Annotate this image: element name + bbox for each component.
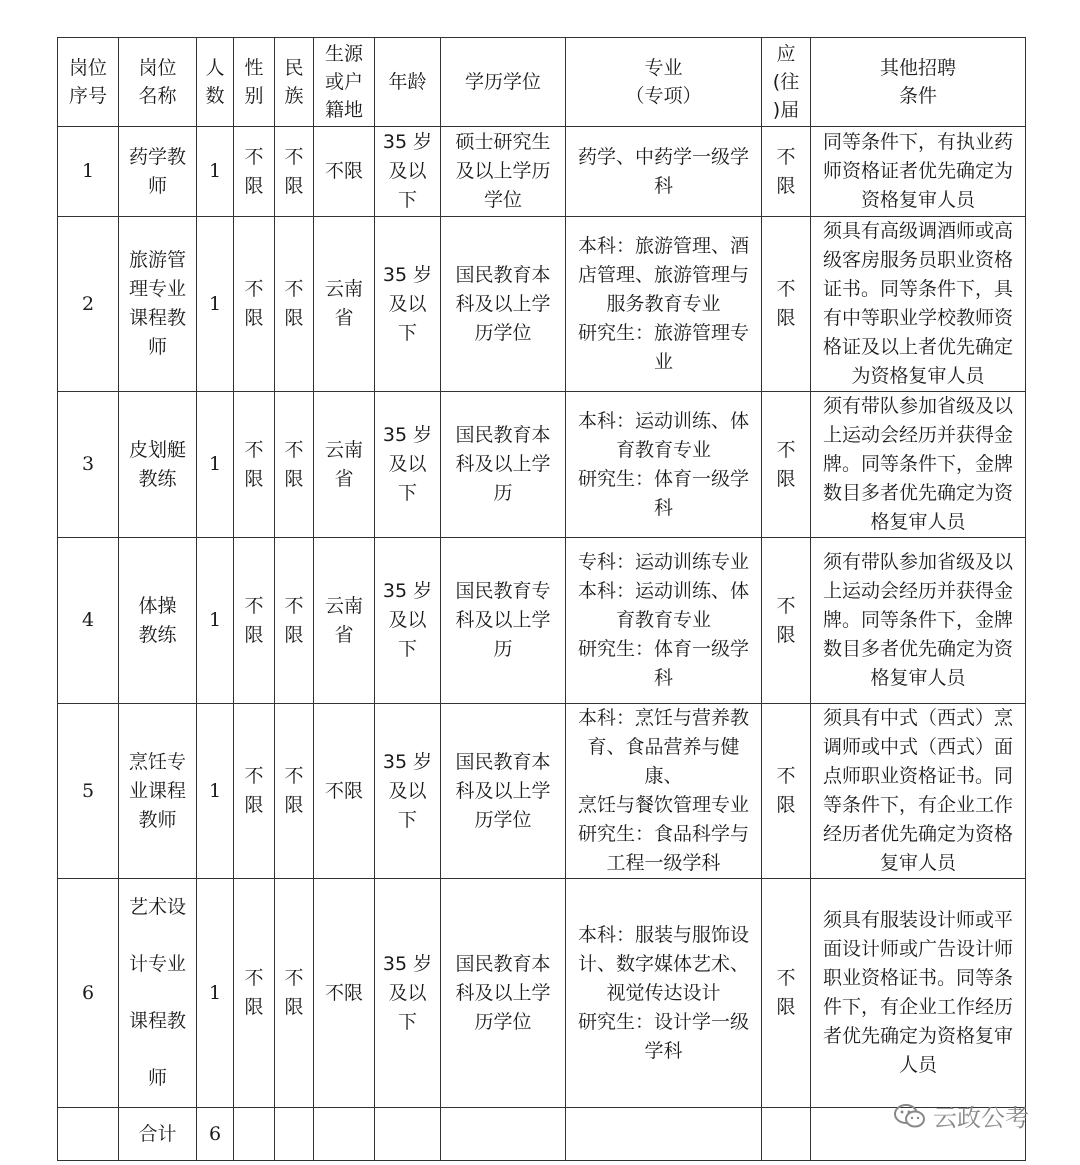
cell-age [375, 879, 441, 1108]
cell-line: 限 [284, 794, 304, 816]
cell-age [375, 127, 441, 217]
cell-origin [314, 704, 375, 879]
cell-line: 硕士研究生 [455, 131, 551, 153]
cell-line: 籍地 [324, 99, 363, 121]
cell-line: 证书。同等条件下，具 [822, 278, 1013, 300]
cell-line: 及以 [388, 981, 427, 1004]
cell-line: (往 [772, 71, 800, 93]
cell-line: 教练 [138, 467, 177, 490]
total-label: 合计 [119, 1108, 197, 1161]
cell-other [811, 879, 1026, 1108]
cell-line: 学科 [644, 1039, 683, 1062]
cell-line: 名称 [138, 85, 177, 107]
cell-line: 研究生：体育一级学 [577, 638, 749, 660]
cell-line: 国民教育本 [455, 263, 551, 286]
total-empty-cell [275, 1108, 314, 1161]
cell-line: 条件 [898, 85, 937, 107]
cell-education [441, 127, 566, 217]
cell-line: 药学、中药学一级学 [577, 145, 749, 168]
cell-age [375, 704, 441, 879]
header-gender [234, 38, 275, 127]
table-row [58, 392, 1026, 538]
cell-seq: 6 [58, 879, 119, 1108]
cell-line: 下 [397, 189, 417, 211]
cell-line: （专项） [625, 85, 702, 107]
cell-seq: 3 [58, 392, 119, 538]
cell-line: 生源 [324, 43, 363, 65]
cell-line: 研究生：体育一级学 [577, 467, 749, 490]
cell-graduate [762, 704, 811, 879]
cell-line: 件下，有企业工作经历 [822, 996, 1013, 1018]
header-other [811, 38, 1026, 127]
cell-graduate [762, 127, 811, 217]
cell-other [811, 127, 1026, 217]
cell-line: 历学位 [474, 321, 532, 344]
cell-name [119, 538, 197, 704]
cell-graduate [762, 392, 811, 538]
cell-line: 师 [147, 336, 167, 358]
total-empty-cell [762, 1108, 811, 1161]
cell-line: 及以 [388, 292, 427, 315]
cell-line: 不 [776, 594, 796, 617]
cell-name [119, 704, 197, 879]
cell-graduate [762, 879, 811, 1108]
cell-line: 专业 [644, 57, 683, 79]
cell-gender [234, 704, 275, 879]
cell-line: 不 [776, 967, 796, 989]
cell-line: 不 [776, 438, 796, 461]
cell-line: 限 [244, 467, 264, 490]
cell-line: 不限 [324, 160, 363, 182]
cell-gender [234, 538, 275, 704]
cell-line: 限 [776, 174, 796, 197]
header-graduate [762, 38, 811, 127]
cell-line: 及以 [388, 160, 427, 182]
cell-line: 调师或中式（西式）面 [822, 736, 1013, 758]
cell-line: 药学教 [128, 145, 186, 168]
total-empty-cell [441, 1108, 566, 1161]
cell-line: 下 [397, 808, 417, 831]
table-row [58, 538, 1026, 704]
cell-origin [314, 538, 375, 704]
cell-line: 限 [244, 794, 264, 816]
cell-line: 限 [244, 996, 264, 1018]
cell-line: 专科：运动训练专业 [577, 551, 749, 573]
cell-line: 科及以上学 [455, 453, 551, 475]
cell-line: 限 [284, 467, 304, 490]
cell-line: 烹饪专 [128, 750, 186, 773]
cell-line: 师资格证者优先确定为 [822, 160, 1013, 182]
cell-count: 1 [197, 217, 234, 392]
cell-line: 等条件下，有企业工作 [822, 794, 1013, 816]
cell-line: 不 [284, 765, 304, 787]
cell-line: 科及以上学 [455, 981, 551, 1004]
cell-line: 研究生：旅游管理专 [577, 321, 749, 344]
cell-line: 上运动会经历并获得金 [822, 424, 1013, 446]
cell-line: 本科：运动训练、体 [577, 580, 749, 602]
cell-line: 研究生：设计学一级 [577, 1010, 749, 1033]
cell-age [375, 538, 441, 704]
cell-line: 科 [653, 667, 673, 689]
header-row [58, 38, 1026, 127]
cell-line: 服务教育专业 [606, 292, 721, 315]
cell-line: 及以上学历 [455, 160, 551, 182]
cell-line: 不 [284, 438, 304, 461]
total-empty-cell [314, 1108, 375, 1161]
cell-name [119, 392, 197, 538]
cell-line: 35 岁 [382, 952, 433, 975]
cell-line: 族 [284, 85, 304, 107]
cell-line: 限 [244, 307, 264, 329]
cell-major [566, 127, 762, 217]
header-education: 学历学位 [441, 38, 566, 127]
cell-major [566, 217, 762, 392]
cell-line: 人员 [898, 1054, 937, 1076]
cell-line: 不 [244, 765, 264, 787]
cell-line: 省 [334, 623, 354, 646]
cell-line: 35 岁 [382, 750, 433, 773]
cell-line: 或户 [324, 71, 363, 93]
cell-line: 上运动会经历并获得金 [822, 580, 1013, 602]
cell-line: 工程一级学科 [606, 852, 721, 874]
total-empty-cell [234, 1108, 275, 1161]
cell-line: 应 [776, 43, 796, 65]
cell-count: 1 [197, 704, 234, 879]
cell-line: 限 [244, 623, 264, 646]
cell-name [119, 879, 197, 1108]
cell-line: 艺术设 [128, 896, 186, 918]
cell-line: 历学位 [474, 808, 532, 831]
cell-line: 者优先确定为资格复审 [822, 1025, 1013, 1047]
total-value: 6 [197, 1108, 234, 1161]
header-origin [314, 38, 375, 127]
cell-line: 科及以上学 [455, 292, 551, 315]
cell-line: 数目多者优先确定为资 [822, 482, 1013, 504]
cell-line: 35 岁 [382, 580, 433, 602]
cell-gender [234, 127, 275, 217]
cell-line: 不 [284, 967, 304, 989]
total-empty-cell [375, 1108, 441, 1161]
cell-gender [234, 392, 275, 538]
cell-major [566, 392, 762, 538]
cell-line: 国民教育本 [455, 952, 551, 975]
cell-line: 不 [244, 594, 264, 617]
cell-line: 不 [776, 278, 796, 300]
wechat-icon [893, 1102, 927, 1130]
cell-line: 下 [397, 638, 417, 660]
cell-line: 教练 [138, 623, 177, 646]
watermark-text: 云政公考 [933, 1104, 1029, 1132]
cell-ethnic [275, 392, 314, 538]
cell-line: 省 [334, 467, 354, 490]
cell-line: 烹饪与餐饮管理专业 [577, 794, 749, 816]
cell-line: 业 [653, 350, 673, 373]
header-name [119, 38, 197, 127]
cell-line: 资格复审人员 [860, 189, 975, 211]
cell-line: 牌。同等条件下，金牌 [822, 453, 1013, 475]
cell-education [441, 704, 566, 879]
cell-line: 同等条件下，有执业药 [822, 131, 1013, 153]
cell-line: 复审人员 [879, 852, 956, 874]
cell-line: 科 [653, 174, 673, 197]
cell-line: 本科：运动训练、体 [577, 409, 749, 432]
cell-line: 限 [776, 467, 796, 490]
cell-line: 经历者优先确定为资格 [822, 823, 1013, 845]
cell-line: 数 [205, 85, 225, 107]
cell-seq: 5 [58, 704, 119, 879]
cell-line: 民 [284, 57, 304, 79]
cell-line: 育教育专业 [615, 438, 711, 461]
cell-education [441, 538, 566, 704]
cell-line: 下 [397, 321, 417, 344]
cell-line: 有中等职业学校教师资 [822, 307, 1013, 329]
cell-line: 限 [776, 623, 796, 646]
cell-line: 店管理、旅游管理与 [577, 263, 749, 286]
table-row [58, 879, 1026, 1108]
total-row [58, 1108, 1026, 1161]
header-ethnic [275, 38, 314, 127]
cell-line: 科及以上学 [455, 779, 551, 802]
cell-line: 学位 [483, 189, 522, 211]
cell-line: 育、食品营养与健康、 [587, 736, 740, 787]
cell-line: 省 [334, 307, 354, 329]
cell-major [566, 538, 762, 704]
cell-line: 序号 [68, 85, 107, 107]
cell-line: 不 [284, 594, 304, 617]
cell-line: 35 岁 [382, 263, 433, 286]
cell-education [441, 392, 566, 538]
cell-graduate [762, 217, 811, 392]
cell-line: 面设计师或广告设计师 [822, 938, 1013, 960]
cell-line: 岗位 [138, 57, 177, 79]
cell-line: 不限 [324, 779, 363, 802]
cell-line: 点师职业资格证书。同 [822, 765, 1013, 787]
cell-line: 体操 [138, 594, 177, 617]
cell-line: 科 [653, 496, 673, 519]
cell-line: 格复审人员 [870, 511, 966, 533]
cell-line: 不 [776, 145, 796, 168]
total-empty-cell [58, 1108, 119, 1161]
header-count [197, 38, 234, 127]
cell-origin [314, 392, 375, 538]
total-empty-cell [566, 1108, 762, 1161]
cell-ethnic [275, 538, 314, 704]
cell-line: 限 [284, 623, 304, 646]
header-major [566, 38, 762, 127]
cell-line: 不 [284, 278, 304, 300]
cell-line: 别 [244, 85, 264, 107]
cell-line: 历 [493, 638, 513, 660]
cell-line: 限 [284, 174, 304, 197]
watermark [893, 1098, 1029, 1133]
cell-line: 下 [397, 1010, 417, 1033]
cell-major [566, 704, 762, 879]
cell-line: 数目多者优先确定为资 [822, 638, 1013, 660]
cell-major [566, 879, 762, 1108]
header-seq [58, 38, 119, 127]
cell-line: 研究生：食品科学与 [577, 823, 749, 845]
cell-line: 人 [205, 57, 225, 79]
cell-graduate [762, 538, 811, 704]
cell-line: 35 岁 [382, 424, 433, 446]
cell-origin [314, 127, 375, 217]
cell-line: 限 [284, 996, 304, 1018]
table-row [58, 217, 1026, 392]
cell-line: 视觉传达设计 [606, 981, 721, 1004]
cell-line: 课程教 [128, 1010, 186, 1032]
cell-name [119, 217, 197, 392]
cell-gender [234, 217, 275, 392]
cell-line: 及以 [388, 609, 427, 631]
cell-line: 不 [244, 278, 264, 300]
cell-line: 为资格复审人员 [851, 365, 985, 387]
cell-line: 须有带队参加省级及以 [822, 551, 1013, 573]
cell-line: 其他招聘 [879, 57, 956, 79]
cell-line: 不 [244, 967, 264, 989]
cell-name [119, 127, 197, 217]
cell-ethnic [275, 217, 314, 392]
cell-line: 及以 [388, 779, 427, 802]
cell-line: 及以 [388, 453, 427, 475]
cell-origin [314, 879, 375, 1108]
cell-line: 不 [776, 765, 796, 787]
cell-line: 不 [244, 438, 264, 461]
cell-gender [234, 879, 275, 1108]
cell-line: 不 [244, 145, 264, 168]
cell-education [441, 879, 566, 1108]
cell-line: 课程教 [128, 307, 186, 329]
cell-line: 性 [244, 57, 264, 79]
cell-line: 岗位 [68, 57, 107, 79]
cell-count: 1 [197, 538, 234, 704]
cell-line: )届 [772, 99, 800, 121]
cell-education [441, 217, 566, 392]
cell-seq: 2 [58, 217, 119, 392]
cell-line: 职业资格证书。同等条 [822, 967, 1013, 989]
cell-line: 级客房服务员职业资格 [822, 249, 1013, 271]
cell-line: 教师 [138, 808, 177, 831]
cell-line: 科及以上学 [455, 609, 551, 631]
cell-line: 限 [244, 174, 264, 197]
cell-other [811, 704, 1026, 879]
table-row [58, 127, 1026, 217]
cell-line: 国民教育专 [455, 580, 551, 602]
cell-line: 理专业 [128, 278, 186, 300]
cell-line: 限 [776, 794, 796, 816]
cell-line: 格复审人员 [870, 667, 966, 689]
cell-age [375, 392, 441, 538]
cell-age [375, 217, 441, 392]
cell-line: 下 [397, 482, 417, 504]
cell-other [811, 538, 1026, 704]
cell-line: 本科：烹饪与营养教 [577, 707, 749, 729]
cell-line: 不 [284, 145, 304, 168]
cell-line: 云南 [324, 438, 363, 461]
cell-count: 1 [197, 392, 234, 538]
cell-seq: 1 [58, 127, 119, 217]
cell-line: 本科：旅游管理、酒 [577, 234, 749, 257]
table-row [58, 704, 1026, 879]
cell-line: 历学位 [474, 1010, 532, 1033]
cell-line: 须具有服装设计师或平 [822, 909, 1013, 931]
cell-line: 历 [493, 482, 513, 504]
cell-line: 计、数字媒体艺术、 [577, 952, 749, 975]
cell-line: 本科：服装与服饰设 [577, 923, 749, 946]
cell-line: 不限 [324, 981, 363, 1004]
cell-line: 格证及以上者优先确定 [822, 336, 1013, 358]
cell-line: 国民教育本 [455, 424, 551, 446]
cell-line: 业课程 [128, 779, 186, 802]
cell-line: 云南 [324, 278, 363, 300]
cell-line: 须具有高级调酒师或高 [822, 220, 1013, 242]
cell-ethnic [275, 879, 314, 1108]
cell-line: 须具有中式（西式）烹 [822, 707, 1013, 729]
header-age: 年龄 [375, 38, 441, 127]
cell-count: 1 [197, 879, 234, 1108]
cell-seq: 4 [58, 538, 119, 704]
cell-line: 计专业 [128, 953, 186, 975]
cell-line: 师 [147, 174, 167, 197]
cell-line: 限 [776, 307, 796, 329]
cell-line: 牌。同等条件下，金牌 [822, 609, 1013, 631]
cell-line: 皮划艇 [128, 438, 186, 461]
cell-line: 育教育专业 [615, 609, 711, 631]
cell-line: 云南 [324, 594, 363, 617]
cell-line: 限 [284, 307, 304, 329]
cell-count: 1 [197, 127, 234, 217]
cell-line: 国民教育本 [455, 750, 551, 773]
cell-line: 旅游管 [128, 249, 186, 271]
cell-line: 师 [147, 1067, 167, 1089]
cell-other [811, 392, 1026, 538]
cell-ethnic [275, 127, 314, 217]
cell-other [811, 217, 1026, 392]
cell-ethnic [275, 704, 314, 879]
recruitment-table [57, 37, 1026, 1161]
cell-line: 35 岁 [382, 131, 433, 153]
cell-line: 限 [776, 996, 796, 1018]
cell-line: 须有带队参加省级及以 [822, 395, 1013, 417]
cell-origin [314, 217, 375, 392]
